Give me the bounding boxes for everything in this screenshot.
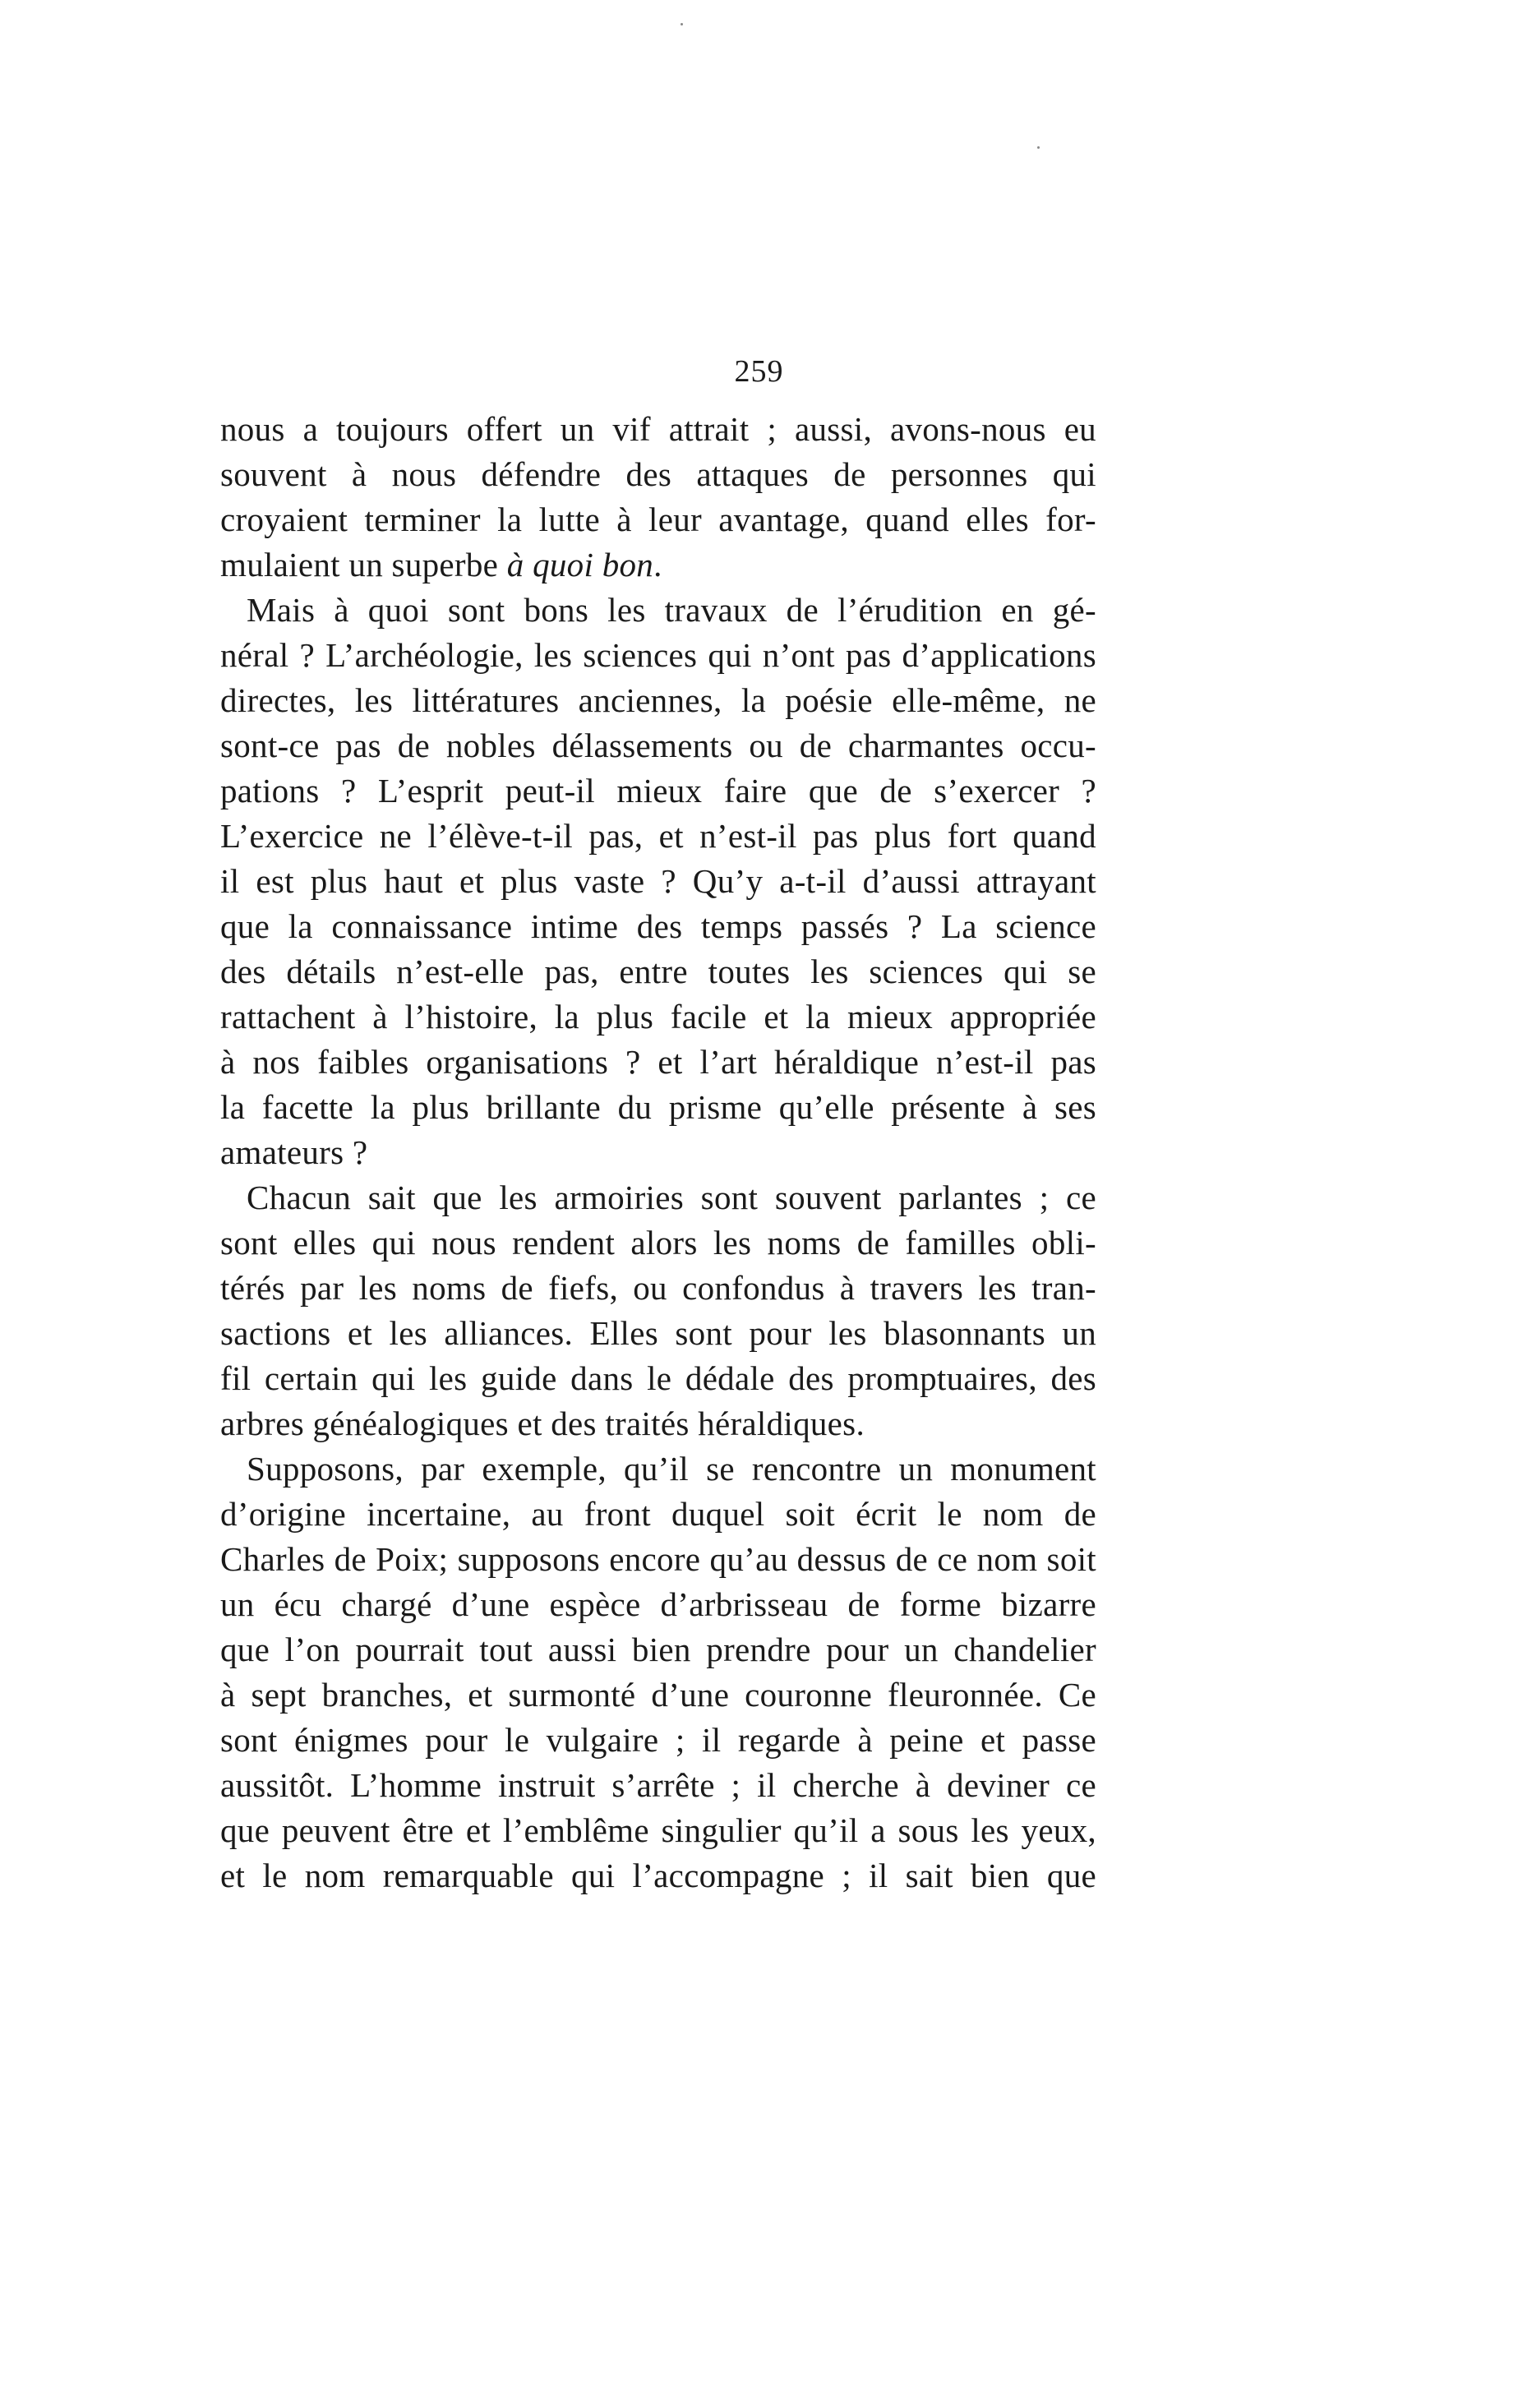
text-line: un écu chargé d’une espèce d’arbrisseau de forme bizarre [220,1585,1096,1623]
text-line: Chacun sait que les armoiries sont souvent parlantes ; ce [247,1179,1096,1216]
text-line: sont elles qui nous rendent alors les noms de familles obli- [220,1224,1096,1262]
text-line: il est plus haut et plus vaste ? Qu’y a-t-il d’aussi attrayant [220,862,1096,900]
text-line: que la connaissance intime des temps passés ? La science [220,907,1096,945]
text-line: des détails n’est-elle pas, entre toutes les sciences qui se [220,953,1096,990]
text-line: sont énigmes pour le vulgaire ; il regarde à peine et passe [220,1721,1096,1759]
paragraph [220,1446,1096,1898]
paragraph [220,588,1096,1175]
text-line: sactions et les alliances. Elles sont pour les blasonnants un [220,1314,1096,1352]
text-line: térés par les noms de fiefs, ou confondus à travers les tran- [220,1269,1096,1307]
text-line: directes, les littératures anciennes, la poésie elle-même, ne [220,681,1096,719]
text-span: . [653,546,662,584]
text-line: croyaient terminer la lutte à leur avantage, quand elles for- [220,501,1096,538]
text-line: Charles de Poix; supposons encore qu’au dessus de ce nom soit [220,1540,1096,1578]
text-line: sont-ce pas de nobles délassements ou de charmantes occu- [220,727,1096,764]
text-line: L’exercice ne l’élève-t-il pas, et n’est-il pas plus fort quand [220,817,1096,855]
paragraph [220,1175,1096,1446]
body-text [220,407,1096,1898]
text-span: mulaient un superbe [220,546,507,584]
text-line [220,542,1096,588]
text-line: arbres généalogiques et des traités héraldiques. [220,1405,865,1442]
paper-speck [1037,146,1040,149]
text-line: amateurs ? [220,1133,368,1171]
text-line: néral ? L’archéologie, les sciences qui n’ont pas d’applications [220,636,1096,674]
paragraph [220,407,1096,588]
text-line: la facette la plus brillante du prisme qu’elle présente à ses [220,1088,1096,1126]
text-line: à sept branches, et surmonté d’une couronne fleuronnée. Ce [220,1676,1096,1714]
text-line: que peuvent être et l’emblême singulier qu’il a sous les yeux, [220,1811,1096,1849]
text-line: fil certain qui les guide dans le dédale des promptuaires, des [220,1359,1096,1397]
italic-phrase: à quoi bon [506,546,654,584]
paper-speck [681,23,683,25]
text-line: souvent à nous défendre des attaques de personnes qui [220,455,1096,493]
text-line: Supposons, par exemple, qu’il se rencontre un monument [247,1450,1096,1488]
text-line: que l’on pourrait tout aussi bien prendre pour un chandelier [220,1631,1096,1668]
text-line: à nos faibles organisations ? et l’art héraldique n’est-il pas [220,1043,1096,1081]
text-line: rattachent à l’histoire, la plus facile et la mieux appropriée [220,998,1096,1036]
text-line: et le nom remarquable qui l’accompagne ; il sait bien que [220,1857,1096,1894]
text-line: d’origine incertaine, au front duquel soit écrit le nom de [220,1495,1096,1533]
page-number: 259 [734,354,784,389]
text-line: nous a toujours offert un vif attrait ; aussi, avons-nous eu [220,410,1096,448]
text-line: aussitôt. L’homme instruit s’arrête ; il cherche à deviner ce [220,1766,1096,1804]
text-line: Mais à quoi sont bons les travaux de l’érudition en gé- [247,591,1096,629]
text-line: pations ? L’esprit peut-il mieux faire que de s’exercer ? [220,772,1096,810]
